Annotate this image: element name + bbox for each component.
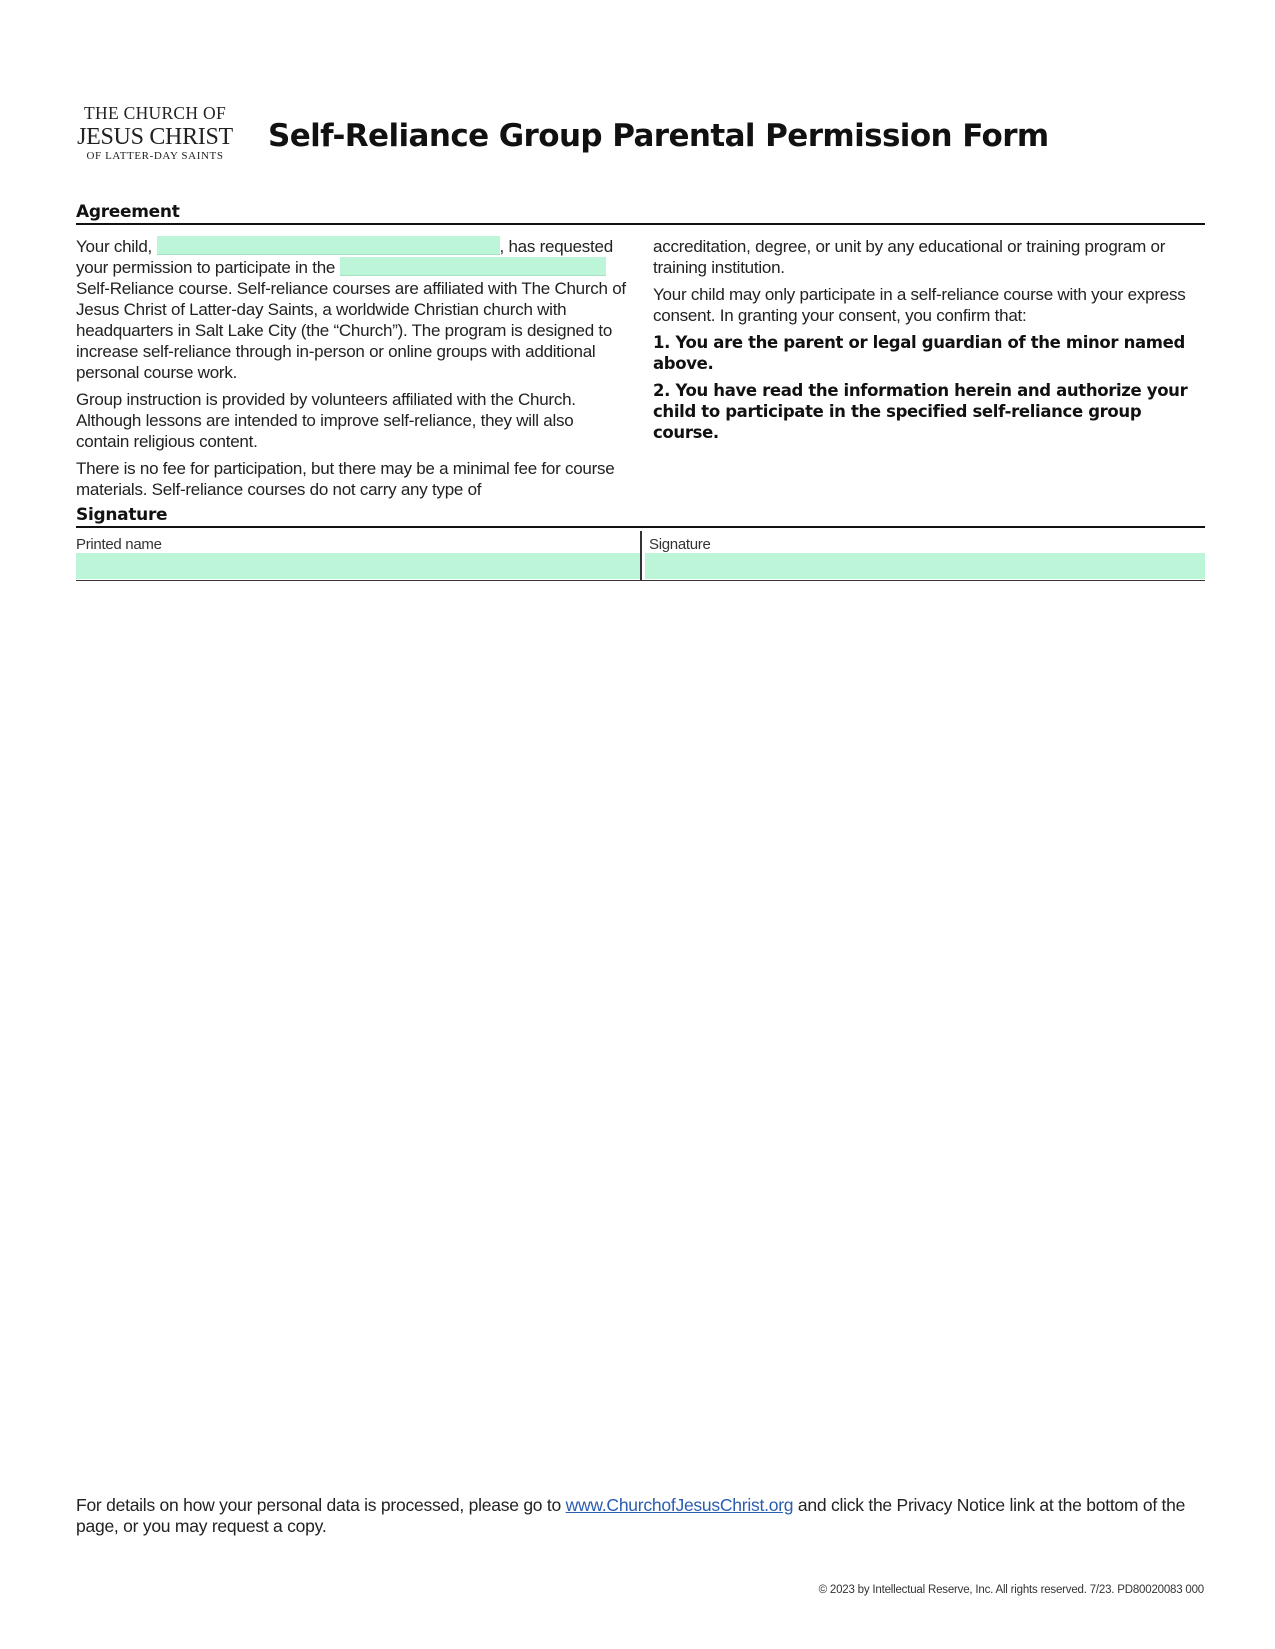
- consent-item-2: 2. You have read the information herein and authorize your child to participate in the specified self-reliance group course.: [653, 381, 1188, 442]
- logo-line-3: OF LATTER-DAY SAINTS: [86, 149, 224, 162]
- printed-name-label: Printed name: [76, 536, 162, 553]
- agreement-left-column: [76, 236, 628, 506]
- agreement-paragraph-3-continued: accreditation, degree, or unit by any educational or training program or training institution.: [653, 237, 1166, 277]
- child-suffix-text: , has requested: [499, 237, 613, 256]
- privacy-text-after: and click the Privacy Notice link at the bottom of the page, or you may request a copy.: [76, 1495, 1186, 1536]
- privacy-text-before: For details on how your personal data is processed, please go to: [76, 1495, 561, 1515]
- signature-label: Signature: [649, 536, 711, 553]
- agreement-right-column: [653, 236, 1205, 449]
- agreement-paragraph-4: Your child may only participate in a self-reliance course with your express consent. In granting your consent, you confirm that:: [653, 285, 1186, 325]
- printed-name-cell: [76, 531, 642, 580]
- course-name-field[interactable]: [340, 257, 606, 276]
- form-title: Self-Reliance Group Parental Permission Form: [268, 118, 1049, 154]
- agreement-paragraph-2: Group instruction is provided by volunteers affiliated with the Church. Although lessons are intended to improve self-reliance, they will also contain religious content.: [76, 390, 576, 451]
- agreement-paragraph-3: There is no fee for participation, but there may be a minimal fee for course materials. Self-reliance courses do not carry any type of: [76, 459, 615, 499]
- copyright-notice: © 2023 by Intellectual Reserve, Inc. All rights reserved. 7/23. PD80020083 000: [818, 1584, 1204, 1596]
- child-prefix-text: Your child,: [76, 237, 153, 256]
- privacy-link[interactable]: www.ChurchofJesusChrist.org: [565, 1495, 794, 1515]
- signature-field[interactable]: [645, 553, 1205, 579]
- logo-line-1: THE CHURCH OF: [84, 103, 226, 123]
- signature-cell: [645, 531, 1205, 580]
- agreement-paragraph-1: [76, 236, 628, 383]
- privacy-notice: [76, 1495, 1216, 1537]
- printed-name-field[interactable]: [76, 553, 640, 579]
- agreement-paragraph-1-rest: Self-Reliance course. Self-reliance courses are affiliated with The Church of Jesus Christ of Latter-day Saints, a worldwide Christian church with headquarters in Salt Lake City (the “Church”). The program is designed to increase self-reliance through in-person or online groups with additional personal course work.: [76, 279, 626, 382]
- consent-item-1: 1. You are the parent or legal guardian of the minor named above.: [653, 333, 1185, 373]
- logo-line-2: JESUS CHRIST: [77, 123, 233, 150]
- signature-heading: Signature: [76, 505, 1205, 528]
- child-name-field[interactable]: [157, 236, 500, 255]
- signature-row: [76, 531, 1205, 581]
- church-logo: [75, 105, 235, 162]
- course-prefix-text: your permission to participate in the: [76, 258, 336, 277]
- agreement-heading: Agreement: [76, 202, 1205, 225]
